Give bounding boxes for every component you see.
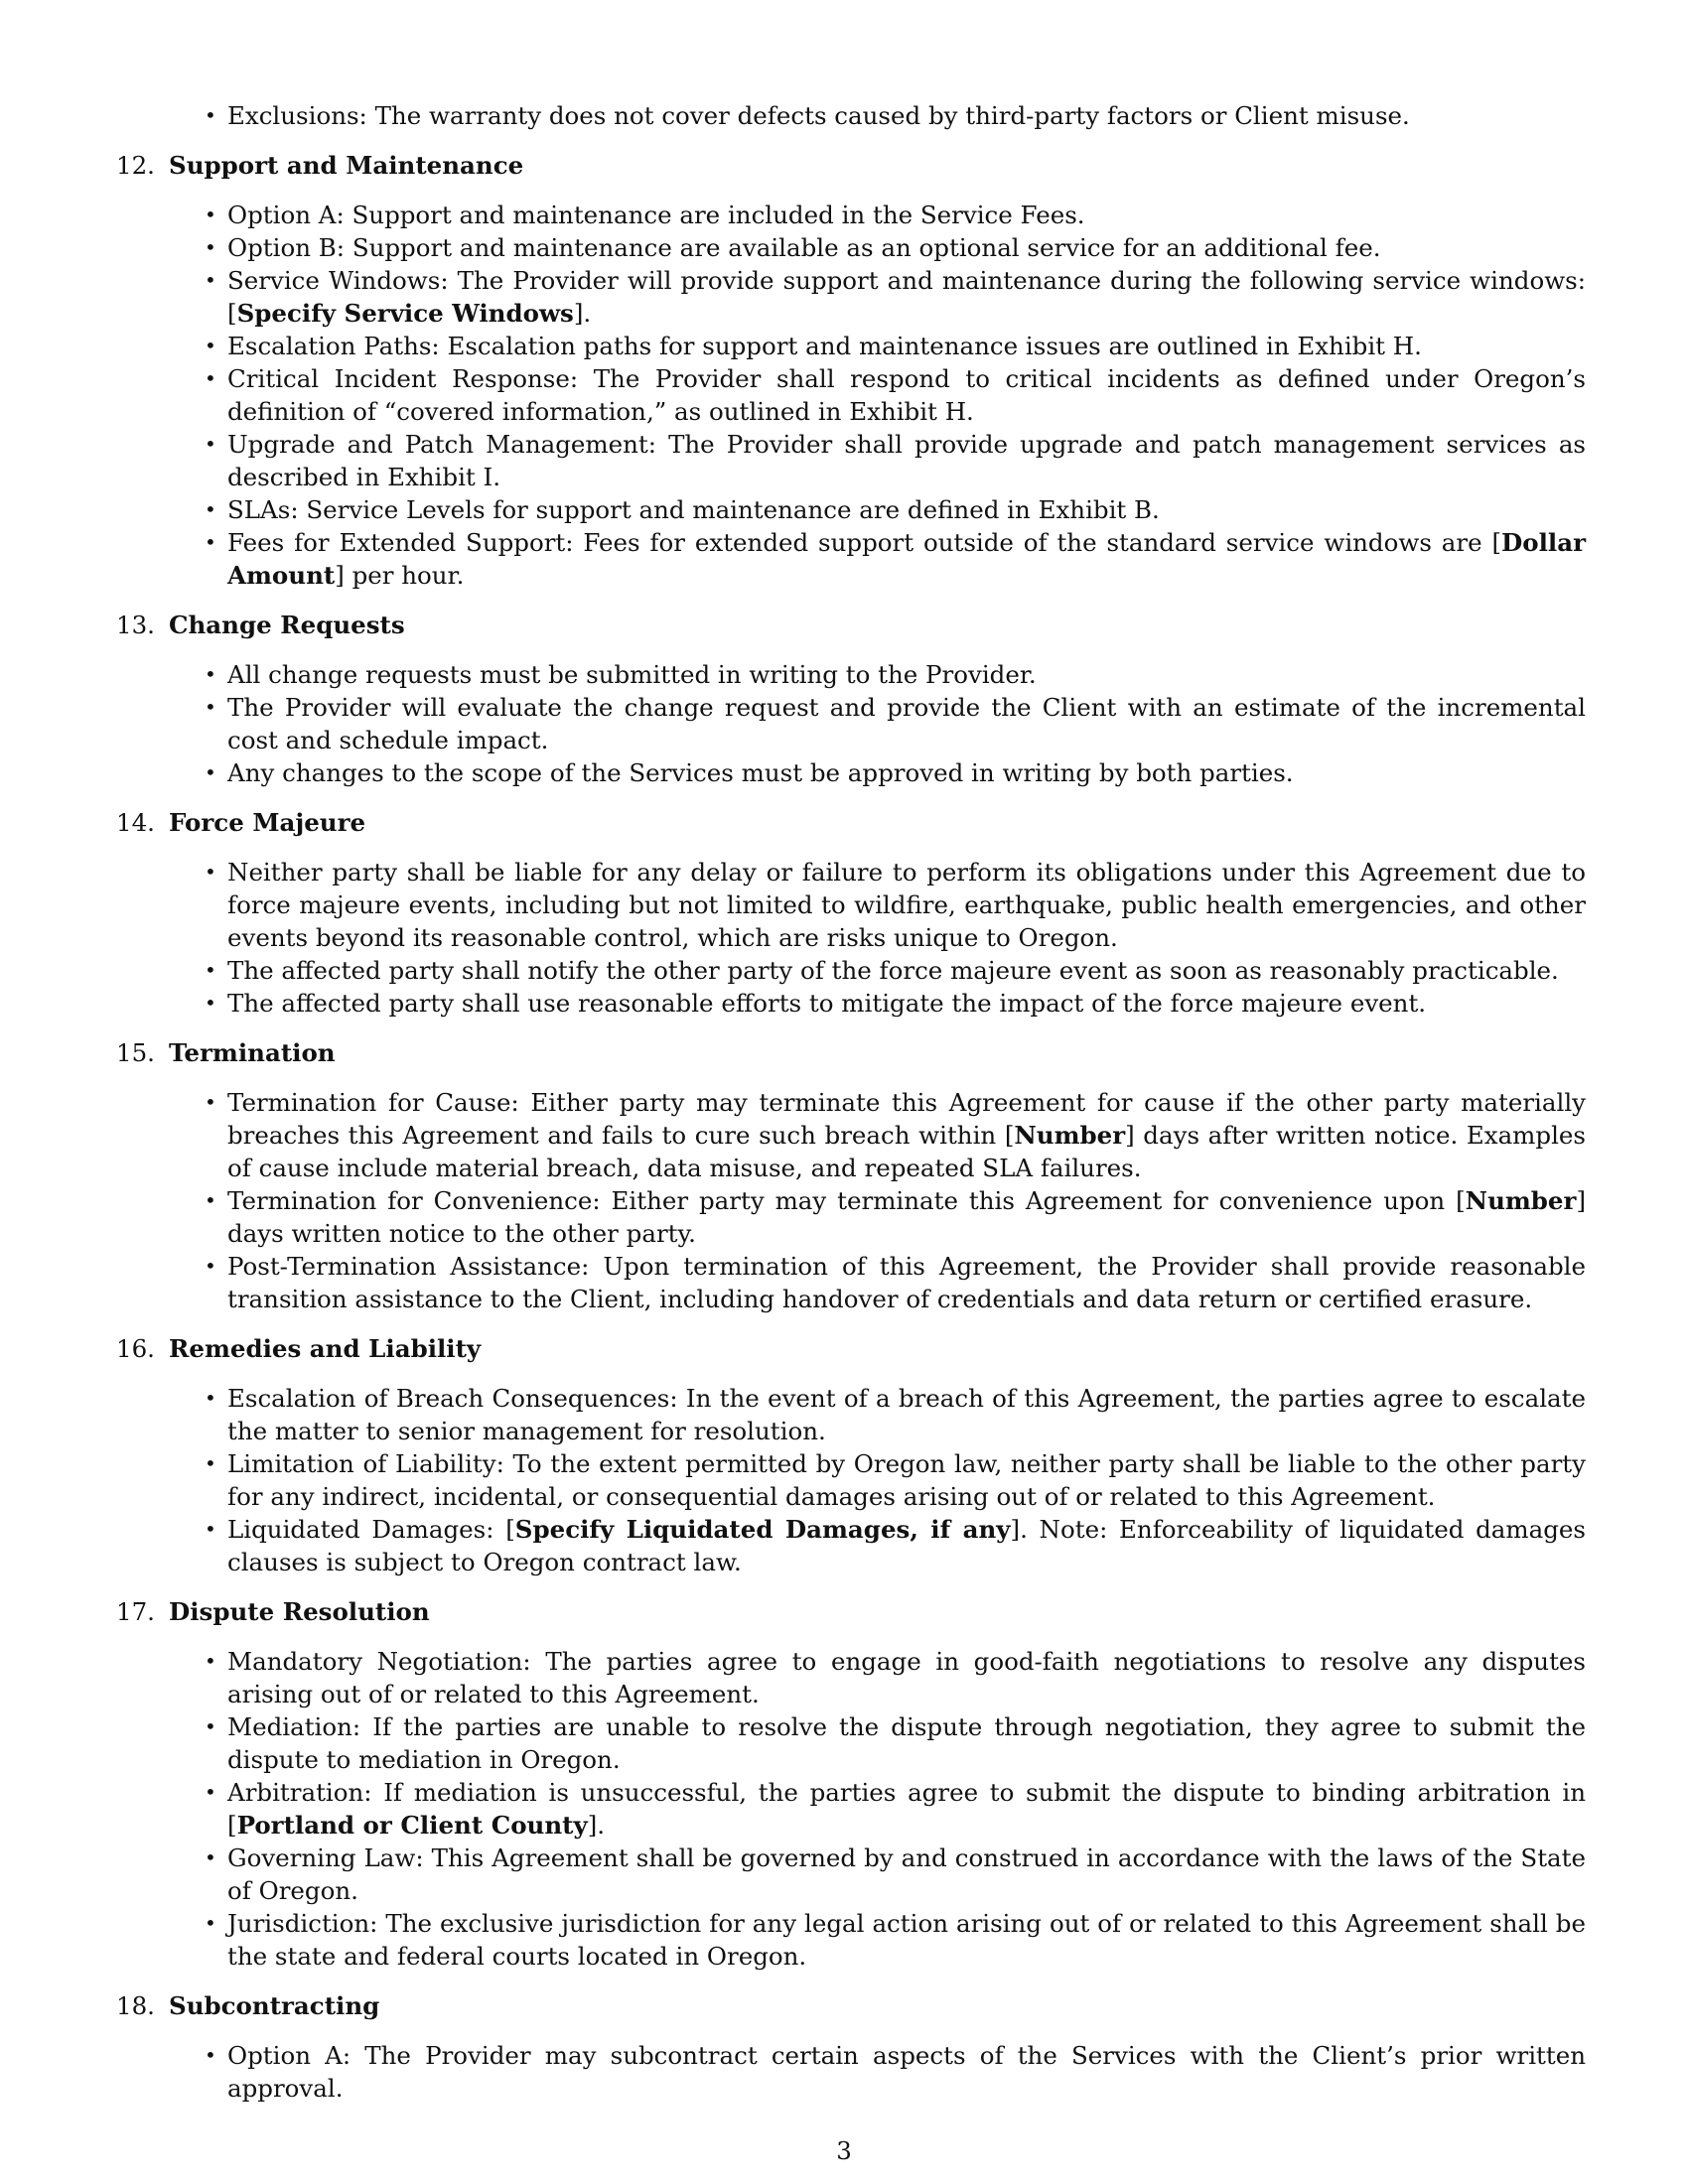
bullet-icon: • (205, 530, 216, 554)
item-text: The affected party shall notify the other party of the force majeure event as soon as reasonably practicable. (227, 956, 1559, 985)
bullet-icon: • (205, 2043, 216, 2067)
bullet-icon: • (205, 334, 216, 357)
section-heading (116, 1595, 1586, 1628)
item-text-after: . (597, 1811, 606, 1840)
item-text: Upgrade and Patch Management: The Provider shall provide upgrade and patch management services as described in Exhibit I. (227, 430, 1586, 491)
item-text-after: . Note: Enforceability of liquidated damages clauses is subject to Oregon contract law. (227, 1515, 1586, 1576)
item-text: Escalation of Breach Consequences: In the event of a breach of this Agreement, the parties agree to escalate the matter to senior management for resolution. (227, 1384, 1586, 1445)
bullet-icon: • (205, 203, 216, 226)
bullet-icon: • (205, 1911, 216, 1935)
item-text: Liquidated Damages: (227, 1515, 506, 1544)
section-title: Force Majeure (169, 808, 366, 837)
bullet-icon: • (205, 235, 216, 259)
item-text-after: . (583, 299, 592, 328)
bullet-list (116, 2039, 1586, 2105)
list-item (205, 658, 1586, 691)
section-title: Termination (169, 1038, 336, 1067)
section-title: Support and Maintenance (169, 151, 524, 180)
item-text: Option A: The Provider may subcontract certain aspects of the Services with the Client’s prior written approval. (227, 2041, 1586, 2103)
bullet-icon: • (205, 760, 216, 784)
list-item (205, 1645, 1586, 1710)
section-number: 15. (116, 1038, 155, 1067)
item-text: SLAs: Service Levels for support and maintenance are defined in Exhibit B. (227, 495, 1160, 524)
item-text-after: per hour. (344, 561, 465, 590)
bullet-icon: • (205, 1188, 216, 1212)
item-text: Option B: Support and maintenance are available as an optional service for an additional fee. (227, 233, 1381, 262)
section-number: 13. (116, 611, 155, 639)
bullet-list (116, 99, 1586, 132)
item-text: Option A: Support and maintenance are included in the Service Fees. (227, 201, 1085, 229)
bullet-list (116, 1382, 1586, 1578)
section (116, 1332, 1586, 1578)
list-item: • Arbitration: If mediation is unsuccessful, the parties agree to submit the dispute to binding arbitration in [Portland or Client County]. (205, 1778, 1586, 1840)
list-item: • Service Windows: The Provider will provide support and maintenance during the following service windows: [Specify Service Windows]. (205, 266, 1586, 328)
item-text: Termination for Cause: Either party may terminate this Agreement for cause if the other party materially breaches this Agreement and fails to cure such breach within (227, 1088, 1586, 1150)
section-title: Remedies and Liability (169, 1334, 482, 1363)
item-text: Mandatory Negotiation: The parties agree to engage in good-faith negotiations to resolve any disputes arising out of or related to this Agreement. (227, 1647, 1586, 1708)
section (116, 1036, 1586, 1315)
list-item (205, 1842, 1586, 1907)
list-item (205, 362, 1586, 428)
list-item (205, 99, 1586, 132)
bullet-icon: • (205, 497, 216, 521)
item-text-after: days written notice to the other party. (227, 1219, 696, 1248)
section-heading (116, 609, 1586, 641)
item-text: Any changes to the scope of the Services must be approved in writing by both parties. (227, 758, 1294, 787)
list-item (205, 1907, 1586, 1973)
page-number: 3 (836, 2136, 852, 2165)
item-text: Limitation of Liability: To the extent permitted by Oregon law, neither party shall be liable to the other party for any indirect, incidental, or consequential damages arising out of or related to this Agreement. (227, 1449, 1586, 1511)
list-item (205, 691, 1586, 756)
item-text: Critical Incident Response: The Provider shall respond to critical incidents as defined under Oregon’s definition of “covered information,” as outlined in Exhibit H. (227, 364, 1586, 426)
section-heading (116, 149, 1586, 182)
placeholder-field: Specify Liquidated Damages, if any (514, 1515, 1011, 1544)
placeholder-field: Portland or Client County (236, 1811, 588, 1840)
item-text: Neither party shall be liable for any delay or failure to perform its obligations under this Agreement due to force majeure events, including but not limited to wildfire, earthquake, public health emergencies, and other events beyond its reasonable control, which are risks unique to Oregon. (227, 858, 1586, 952)
bullet-list (116, 1645, 1586, 1973)
item-text: Arbitration: If mediation is unsuccessful, the parties agree to submit the dispute to binding arbitration in (227, 1778, 1586, 1807)
bullet-icon: • (205, 1845, 216, 1869)
item-text: Termination for Convenience: Either party may terminate this Agreement for convenience upon (227, 1186, 1457, 1215)
bullet-icon: • (205, 1714, 216, 1738)
list-item (205, 231, 1586, 264)
placeholder-field: Specify Service Windows (236, 299, 574, 328)
section-number: 12. (116, 151, 155, 180)
bullet-icon: • (205, 695, 216, 719)
list-item: • Termination for Convenience: Either party may terminate this Agreement for convenience upon [Number] days written notice to the other party. (205, 1186, 1586, 1248)
section-number: 18. (116, 1991, 155, 2020)
item-text: The Provider will evaluate the change request and provide the Client with an estimate of the incremental cost and schedule impact. (227, 693, 1586, 754)
item-text: The affected party shall use reasonable efforts to mitigate the impact of the force majeure event. (227, 989, 1427, 1018)
bullet-list (116, 199, 1586, 592)
list-item (205, 856, 1586, 954)
section-heading (116, 806, 1586, 839)
bullet-icon: • (205, 1386, 216, 1410)
item-text: Fees for Extended Support: Fees for extended support outside of the standard service windows are (227, 528, 1492, 557)
section-heading (116, 1332, 1586, 1365)
bullet-icon: • (205, 1517, 216, 1541)
item-text: Escalation Paths: Escalation paths for support and maintenance issues are outlined in Exhibit H. (227, 332, 1422, 360)
list-item (205, 2039, 1586, 2105)
bullet-icon: • (205, 103, 216, 127)
list-item: • Termination for Cause: Either party may terminate this Agreement for cause if the other party materially breaches this Agreement and fails to cure such breach within [Number] days after written notice. Examples of cause include material breach, data misuse, and repeated SLA failures. (205, 1088, 1587, 1182)
bullet-icon: • (205, 991, 216, 1015)
list-item (205, 954, 1586, 987)
section (116, 806, 1586, 1020)
list-item (205, 428, 1586, 493)
item-text: All change requests must be submitted in writing to the Provider. (227, 660, 1037, 689)
section-heading (116, 1989, 1586, 2022)
section (116, 1989, 1586, 2105)
bullet-icon: • (205, 1254, 216, 1278)
item-text: Service Windows: The Provider will provide support and maintenance during the following service windows: (227, 266, 1586, 295)
bullet-icon: • (205, 958, 216, 982)
section (116, 149, 1586, 592)
section (116, 1595, 1586, 1973)
bullet-icon: • (205, 432, 216, 456)
bullet-icon: • (205, 1649, 216, 1673)
list-item: • Fees for Extended Support: Fees for extended support outside of the standard service windows are [Dollar Amount] per hour. (205, 528, 1586, 590)
list-item (205, 1447, 1586, 1513)
bullet-icon: • (205, 366, 216, 390)
section (116, 609, 1586, 789)
item-text: Governing Law: This Agreement shall be governed by and construed in accordance with the laws of the State of Oregon. (227, 1843, 1586, 1905)
placeholder-field: Number (1014, 1121, 1126, 1150)
item-text-after: days after written notice. Examples of cause include material breach, data misuse, and repeated SLA failures. (227, 1121, 1587, 1182)
placeholder-field: Dollar Amount (227, 528, 1586, 590)
bullet-icon: • (205, 1451, 216, 1475)
bullet-list (116, 856, 1586, 1020)
section-title: Dispute Resolution (169, 1597, 430, 1626)
list-item: • Liquidated Damages: [Specify Liquidated Damages, if any]. Note: Enforceability of liquidated damages clauses is subject to Oregon contract law. (205, 1515, 1586, 1576)
bullet-list (116, 658, 1586, 789)
section-heading (116, 1036, 1586, 1069)
list-item (205, 330, 1586, 362)
bullet-icon: • (205, 1090, 216, 1114)
item-text: Jurisdiction: The exclusive jurisdiction for any legal action arising out of or related to this Agreement shall be the state and federal courts located in Oregon. (227, 1909, 1586, 1971)
bullet-icon: • (205, 1780, 216, 1804)
list-item (205, 1250, 1586, 1315)
item-text: Post-Termination Assistance: Upon termination of this Agreement, the Provider shall provide reasonable transition assistance to the Client, including handover of credentials and data return or certified erasure. (227, 1252, 1586, 1313)
list-item (205, 987, 1586, 1020)
section-number: 14. (116, 808, 155, 837)
list-item (205, 756, 1586, 789)
section-number: 16. (116, 1334, 155, 1363)
document-body (116, 99, 1586, 2121)
bullet-icon: • (205, 268, 216, 292)
section-title: Change Requests (169, 611, 405, 639)
list-item (205, 1710, 1586, 1776)
bullet-icon: • (205, 860, 216, 884)
list-item (205, 493, 1586, 526)
item-text: Exclusions: The warranty does not cover defects caused by third-party factors or Client misuse. (227, 101, 1410, 130)
bullet-icon: • (205, 662, 216, 686)
section-number: 17. (116, 1597, 155, 1626)
bullet-list (116, 1086, 1586, 1315)
list-item (205, 1382, 1586, 1447)
section-title: Subcontracting (169, 1991, 380, 2020)
item-text: Mediation: If the parties are unable to resolve the dispute through negotiation, they agree to submit the dispute to mediation in Oregon. (227, 1712, 1586, 1774)
placeholder-field: Number (1465, 1186, 1577, 1215)
list-item (205, 199, 1586, 231)
